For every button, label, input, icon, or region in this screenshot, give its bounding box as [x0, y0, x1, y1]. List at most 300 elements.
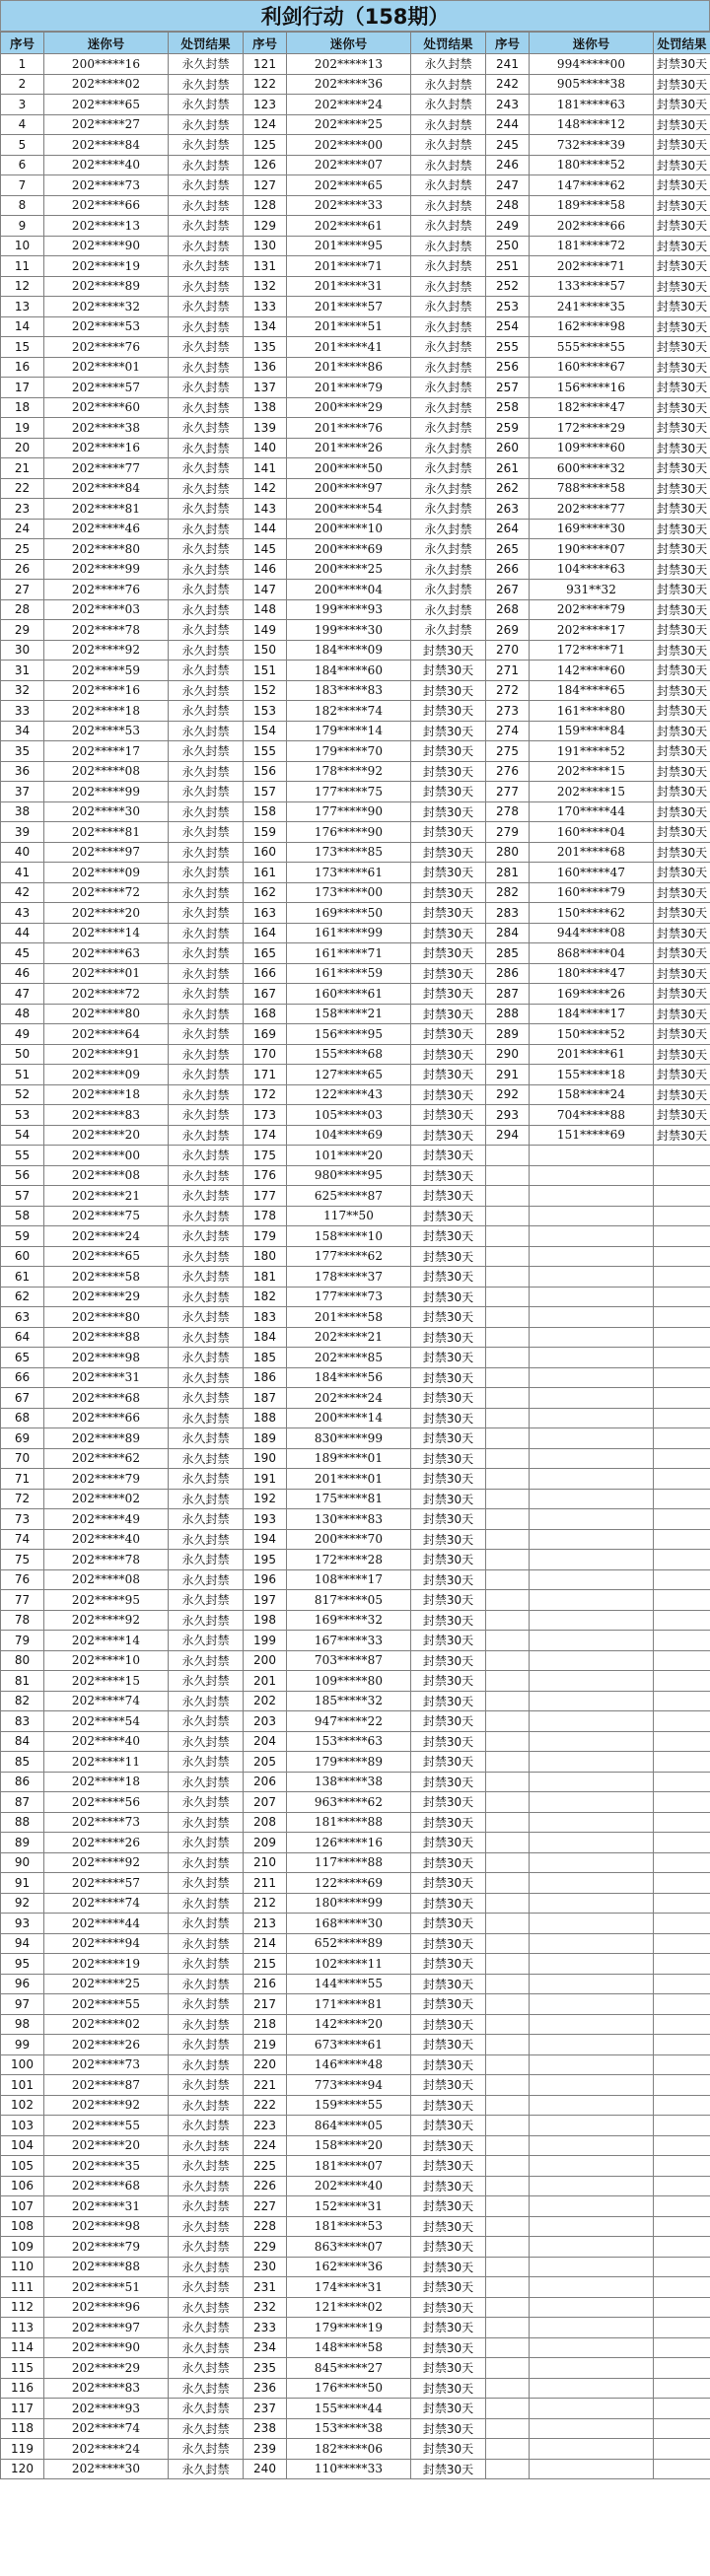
result-cell: 永久封禁	[169, 357, 244, 378]
result-cell: 永久封禁	[169, 256, 244, 277]
result-cell: 封禁30天	[411, 2156, 486, 2177]
id-cell: 202*****79	[44, 2237, 169, 2258]
result-cell: 永久封禁	[169, 1731, 244, 1752]
id-cell	[530, 1833, 654, 1853]
seq-cell: 150	[244, 640, 287, 661]
id-cell: 202*****15	[530, 761, 654, 782]
page-title: 利剑行动（158期）	[0, 0, 710, 32]
id-cell	[530, 1812, 654, 1833]
table-row	[1, 1024, 710, 1045]
result-cell: 封禁30天	[411, 2176, 486, 2196]
id-cell: 201*****41	[287, 337, 411, 358]
id-cell: 202*****40	[44, 1731, 169, 1752]
result-cell: 永久封禁	[169, 741, 244, 762]
id-cell	[530, 1186, 654, 1207]
id-cell: 169*****26	[530, 984, 654, 1005]
result-cell: 永久封禁	[169, 903, 244, 924]
result-cell: 永久封禁	[411, 135, 486, 156]
id-cell	[530, 1307, 654, 1328]
seq-cell: 18	[1, 397, 44, 418]
id-cell: 202*****73	[44, 2054, 169, 2075]
seq-cell: 35	[1, 741, 44, 762]
result-cell	[654, 1691, 710, 1711]
id-cell: 202*****25	[44, 1974, 169, 1994]
result-cell: 封禁30天	[654, 539, 710, 560]
result-cell: 封禁30天	[411, 2216, 486, 2237]
seq-cell: 137	[244, 378, 287, 398]
result-cell: 封禁30天	[654, 276, 710, 297]
id-cell: 202*****54	[44, 1711, 169, 1732]
seq-cell	[486, 2459, 530, 2479]
seq-cell	[486, 1186, 530, 1207]
table-row	[1, 1367, 710, 1388]
result-cell: 永久封禁	[169, 236, 244, 256]
id-cell: 104*****69	[287, 1125, 411, 1146]
table-row	[1, 256, 710, 277]
result-cell: 封禁30天	[411, 1631, 486, 1651]
seq-cell	[486, 1509, 530, 1530]
id-cell: 201*****86	[287, 357, 411, 378]
id-cell: 931**32	[530, 580, 654, 600]
result-cell	[654, 1186, 710, 1207]
result-cell: 封禁30天	[411, 2439, 486, 2460]
result-cell: 封禁30天	[654, 721, 710, 741]
result-cell: 永久封禁	[169, 2378, 244, 2399]
result-cell	[654, 2459, 710, 2479]
result-cell: 永久封禁	[169, 2399, 244, 2419]
id-cell: 202*****92	[44, 1610, 169, 1631]
result-cell: 永久封禁	[411, 276, 486, 297]
result-cell	[654, 2095, 710, 2116]
id-cell: 202*****13	[287, 54, 411, 75]
seq-cell: 194	[244, 1529, 287, 1550]
table-row	[1, 1287, 710, 1307]
result-cell: 永久封禁	[169, 2196, 244, 2217]
result-cell	[654, 1954, 710, 1975]
id-cell: 202*****87	[44, 2075, 169, 2096]
result-cell: 封禁30天	[411, 863, 486, 883]
result-cell: 永久封禁	[411, 297, 486, 317]
result-cell: 永久封禁	[169, 1974, 244, 1994]
id-cell: 180*****52	[530, 155, 654, 175]
result-cell: 永久封禁	[169, 276, 244, 297]
result-cell: 永久封禁	[169, 1146, 244, 1166]
id-cell	[530, 1772, 654, 1792]
seq-cell: 99	[1, 2035, 44, 2055]
id-cell	[530, 1348, 654, 1368]
id-cell: 202*****93	[44, 2399, 169, 2419]
seq-cell: 241	[486, 54, 530, 75]
id-cell: 202*****18	[44, 701, 169, 722]
header-id: 迷你号	[44, 33, 169, 54]
seq-cell: 250	[486, 236, 530, 256]
result-cell: 永久封禁	[411, 216, 486, 237]
seq-cell	[486, 2054, 530, 2075]
id-cell: 202*****76	[44, 337, 169, 358]
id-cell	[530, 1631, 654, 1651]
seq-cell: 51	[1, 1065, 44, 1085]
seq-cell: 191	[244, 1469, 287, 1490]
id-cell: 202*****58	[44, 1267, 169, 1288]
id-cell: 202*****19	[44, 1954, 169, 1975]
id-cell: 162*****98	[530, 316, 654, 337]
seq-cell: 168	[244, 1004, 287, 1024]
result-cell: 封禁30天	[654, 478, 710, 499]
result-cell: 封禁30天	[654, 1105, 710, 1126]
table-row	[1, 54, 710, 75]
table-row	[1, 2399, 710, 2419]
id-cell: 202*****44	[44, 1914, 169, 1934]
result-cell: 封禁30天	[411, 1711, 486, 1732]
table-row	[1, 842, 710, 863]
seq-cell: 4	[1, 114, 44, 135]
id-cell	[530, 1914, 654, 1934]
seq-cell: 64	[1, 1327, 44, 1348]
seq-cell: 288	[486, 1004, 530, 1024]
id-cell: 202*****83	[44, 1105, 169, 1126]
result-cell: 永久封禁	[169, 782, 244, 802]
seq-cell: 193	[244, 1509, 287, 1530]
seq-cell: 273	[486, 701, 530, 722]
id-cell: 177*****90	[287, 801, 411, 822]
result-cell: 永久封禁	[169, 499, 244, 520]
result-cell: 永久封禁	[169, 1004, 244, 1024]
seq-cell: 275	[486, 741, 530, 762]
table-row	[1, 195, 710, 216]
result-cell: 永久封禁	[169, 1408, 244, 1428]
seq-cell: 149	[244, 620, 287, 641]
id-cell: 179*****14	[287, 721, 411, 741]
seq-cell	[486, 1206, 530, 1226]
seq-cell: 31	[1, 661, 44, 681]
table-row	[1, 418, 710, 439]
result-cell: 封禁30天	[411, 1954, 486, 1975]
table-row	[1, 1590, 710, 1611]
table-row	[1, 337, 710, 358]
seq-cell: 155	[244, 741, 287, 762]
result-cell: 永久封禁	[169, 599, 244, 620]
id-cell: 200*****50	[287, 458, 411, 479]
seq-cell: 264	[486, 519, 530, 539]
seq-cell	[486, 1711, 530, 1732]
id-cell: 181*****72	[530, 236, 654, 256]
result-cell	[654, 1146, 710, 1166]
id-cell: 159*****84	[530, 721, 654, 741]
id-cell: 202*****21	[287, 1327, 411, 1348]
result-cell: 永久封禁	[169, 863, 244, 883]
seq-cell: 33	[1, 701, 44, 722]
result-cell: 封禁30天	[654, 458, 710, 479]
result-cell	[654, 1671, 710, 1692]
table-row	[1, 1206, 710, 1226]
result-cell: 永久封禁	[169, 195, 244, 216]
table-row	[1, 2116, 710, 2136]
seq-cell: 129	[244, 216, 287, 237]
result-cell: 封禁30天	[654, 661, 710, 681]
id-cell: 181*****53	[287, 2216, 411, 2237]
table-row	[1, 378, 710, 398]
id-cell	[530, 1165, 654, 1186]
id-cell: 202*****97	[44, 2318, 169, 2338]
result-cell: 永久封禁	[169, 2014, 244, 2035]
id-cell: 202*****92	[44, 2095, 169, 2116]
id-cell: 652*****89	[287, 1933, 411, 1954]
seq-cell	[486, 1852, 530, 1873]
id-cell: 625*****87	[287, 1186, 411, 1207]
table-row	[1, 1469, 710, 1490]
id-cell: 160*****47	[530, 863, 654, 883]
seq-cell: 53	[1, 1105, 44, 1126]
seq-cell: 117	[1, 2399, 44, 2419]
id-cell	[530, 1852, 654, 1873]
id-cell: 202*****71	[530, 256, 654, 277]
seq-cell: 40	[1, 842, 44, 863]
seq-cell: 219	[244, 2035, 287, 2055]
seq-cell: 36	[1, 761, 44, 782]
seq-cell	[486, 1691, 530, 1711]
id-cell	[530, 2257, 654, 2277]
id-cell	[530, 1974, 654, 1994]
id-cell	[530, 1529, 654, 1550]
result-cell: 封禁30天	[411, 1267, 486, 1288]
result-cell: 永久封禁	[169, 2135, 244, 2156]
id-cell: 202*****10	[44, 1650, 169, 1671]
id-cell	[530, 1954, 654, 1975]
seq-cell: 106	[1, 2176, 44, 2196]
id-cell: 202*****33	[287, 195, 411, 216]
id-cell: 202*****40	[287, 2176, 411, 2196]
id-cell: 156*****16	[530, 378, 654, 398]
seq-cell: 190	[244, 1448, 287, 1469]
id-cell: 202*****72	[44, 882, 169, 903]
result-cell: 永久封禁	[169, 2277, 244, 2298]
id-cell	[530, 2237, 654, 2258]
id-cell: 200*****10	[287, 519, 411, 539]
id-cell: 200*****14	[287, 1408, 411, 1428]
table-row	[1, 1408, 710, 1428]
result-cell: 永久封禁	[169, 397, 244, 418]
id-cell: 202*****76	[44, 580, 169, 600]
id-cell: 158*****24	[530, 1084, 654, 1105]
seq-cell	[486, 1772, 530, 1792]
result-cell: 永久封禁	[169, 1165, 244, 1186]
result-cell: 封禁30天	[654, 337, 710, 358]
seq-cell: 294	[486, 1125, 530, 1146]
result-cell: 封禁30天	[411, 1752, 486, 1773]
id-cell: 202*****02	[44, 2014, 169, 2035]
id-cell: 788*****58	[530, 478, 654, 499]
seq-cell: 197	[244, 1590, 287, 1611]
result-cell: 封禁30天	[654, 620, 710, 641]
result-cell: 永久封禁	[169, 2257, 244, 2277]
result-cell: 封禁30天	[411, 1226, 486, 1247]
result-cell: 封禁30天	[654, 1044, 710, 1065]
seq-cell	[486, 1246, 530, 1267]
seq-cell: 139	[244, 418, 287, 439]
seq-cell: 104	[1, 2135, 44, 2156]
id-cell: 200*****04	[287, 580, 411, 600]
table-row	[1, 1914, 710, 1934]
id-cell: 168*****30	[287, 1914, 411, 1934]
seq-cell: 114	[1, 2337, 44, 2358]
id-cell	[530, 2014, 654, 2035]
result-cell: 永久封禁	[169, 2439, 244, 2460]
seq-cell: 226	[244, 2176, 287, 2196]
table-row	[1, 1448, 710, 1469]
id-cell: 153*****38	[287, 2418, 411, 2439]
seq-cell: 166	[244, 963, 287, 984]
seq-cell	[486, 2378, 530, 2399]
header-id: 迷你号	[530, 33, 654, 54]
id-cell: 151*****69	[530, 1125, 654, 1146]
table-row	[1, 2075, 710, 2096]
table-row	[1, 761, 710, 782]
seq-cell: 145	[244, 539, 287, 560]
id-cell	[530, 1489, 654, 1509]
table-row	[1, 1267, 710, 1288]
result-cell: 永久封禁	[411, 95, 486, 115]
result-cell: 封禁30天	[654, 54, 710, 75]
seq-cell: 234	[244, 2337, 287, 2358]
result-cell: 封禁30天	[411, 2237, 486, 2258]
id-cell: 172*****71	[530, 640, 654, 661]
result-cell	[654, 1569, 710, 1590]
header-id: 迷你号	[287, 33, 411, 54]
result-cell: 永久封禁	[411, 236, 486, 256]
seq-cell: 13	[1, 297, 44, 317]
result-cell: 封禁30天	[411, 1367, 486, 1388]
seq-cell: 151	[244, 661, 287, 681]
seq-cell: 58	[1, 1206, 44, 1226]
header-result: 处罚结果	[654, 33, 710, 54]
seq-cell: 164	[244, 923, 287, 943]
result-cell: 永久封禁	[411, 175, 486, 196]
seq-cell	[486, 1367, 530, 1388]
table-row	[1, 1852, 710, 1873]
result-cell	[654, 1165, 710, 1186]
seq-cell: 86	[1, 1772, 44, 1792]
table-row	[1, 1671, 710, 1692]
seq-cell: 246	[486, 155, 530, 175]
result-cell: 封禁30天	[411, 1186, 486, 1207]
result-cell: 永久封禁	[169, 1246, 244, 1267]
result-cell: 封禁30天	[654, 418, 710, 439]
id-cell: 201*****51	[287, 316, 411, 337]
table-row	[1, 1529, 710, 1550]
id-cell	[530, 1873, 654, 1894]
seq-cell: 119	[1, 2439, 44, 2460]
seq-cell: 293	[486, 1105, 530, 1126]
seq-cell: 81	[1, 1671, 44, 1692]
table-row	[1, 2237, 710, 2258]
id-cell	[530, 1287, 654, 1307]
seq-cell: 24	[1, 519, 44, 539]
seq-cell: 279	[486, 822, 530, 843]
seq-cell: 213	[244, 1914, 287, 1934]
result-cell: 封禁30天	[411, 822, 486, 843]
seq-cell	[486, 1388, 530, 1409]
result-cell: 永久封禁	[169, 2156, 244, 2177]
seq-cell: 79	[1, 1631, 44, 1651]
table-row	[1, 2358, 710, 2379]
id-cell: 200*****97	[287, 478, 411, 499]
id-cell	[530, 2318, 654, 2338]
result-cell	[654, 1287, 710, 1307]
id-cell: 202*****74	[44, 2418, 169, 2439]
result-cell: 封禁30天	[411, 741, 486, 762]
id-cell: 161*****59	[287, 963, 411, 984]
seq-cell: 183	[244, 1307, 287, 1328]
seq-cell: 50	[1, 1044, 44, 1065]
seq-cell: 201	[244, 1671, 287, 1692]
result-cell: 永久封禁	[169, 418, 244, 439]
id-cell	[530, 2358, 654, 2379]
table-row	[1, 539, 710, 560]
result-cell: 封禁30天	[411, 1206, 486, 1226]
seq-cell	[486, 2318, 530, 2338]
seq-cell: 266	[486, 559, 530, 580]
id-cell: 181*****07	[287, 2156, 411, 2177]
seq-cell: 282	[486, 882, 530, 903]
id-cell	[530, 2035, 654, 2055]
seq-cell: 287	[486, 984, 530, 1005]
seq-cell: 170	[244, 1044, 287, 1065]
result-cell: 封禁30天	[654, 397, 710, 418]
result-cell: 封禁30天	[411, 2297, 486, 2318]
result-cell: 永久封禁	[411, 378, 486, 398]
id-cell: 202*****81	[44, 822, 169, 843]
result-cell: 永久封禁	[411, 519, 486, 539]
seq-cell	[486, 1569, 530, 1590]
seq-cell: 72	[1, 1489, 44, 1509]
id-cell	[530, 2116, 654, 2136]
result-cell: 永久封禁	[169, 175, 244, 196]
seq-cell: 23	[1, 499, 44, 520]
table-row	[1, 1974, 710, 1994]
result-cell: 永久封禁	[169, 1206, 244, 1226]
table-row	[1, 1812, 710, 1833]
id-cell: 202*****92	[44, 1852, 169, 1873]
id-cell: 845*****27	[287, 2358, 411, 2379]
id-cell: 202*****97	[44, 842, 169, 863]
seq-cell: 17	[1, 378, 44, 398]
table-row	[1, 1327, 710, 1348]
result-cell: 封禁30天	[654, 903, 710, 924]
id-cell: 180*****47	[530, 963, 654, 984]
id-cell: 202*****63	[44, 943, 169, 964]
seq-cell: 7	[1, 175, 44, 196]
result-cell: 封禁30天	[654, 519, 710, 539]
table-row	[1, 2439, 710, 2460]
result-cell: 封禁30天	[654, 580, 710, 600]
seq-cell: 205	[244, 1752, 287, 1773]
seq-cell: 259	[486, 418, 530, 439]
id-cell	[530, 2439, 654, 2460]
seq-cell: 59	[1, 1226, 44, 1247]
seq-cell: 182	[244, 1287, 287, 1307]
id-cell: 202*****31	[44, 2196, 169, 2217]
result-cell: 永久封禁	[169, 1186, 244, 1207]
id-cell: 161*****71	[287, 943, 411, 964]
id-cell: 102*****11	[287, 1954, 411, 1975]
id-cell: 184*****60	[287, 661, 411, 681]
seq-cell: 87	[1, 1792, 44, 1813]
seq-cell: 154	[244, 721, 287, 741]
result-cell: 封禁30天	[411, 1610, 486, 1631]
id-cell: 817*****05	[287, 1590, 411, 1611]
result-cell: 封禁30天	[411, 2095, 486, 2116]
id-cell: 868*****04	[530, 943, 654, 964]
